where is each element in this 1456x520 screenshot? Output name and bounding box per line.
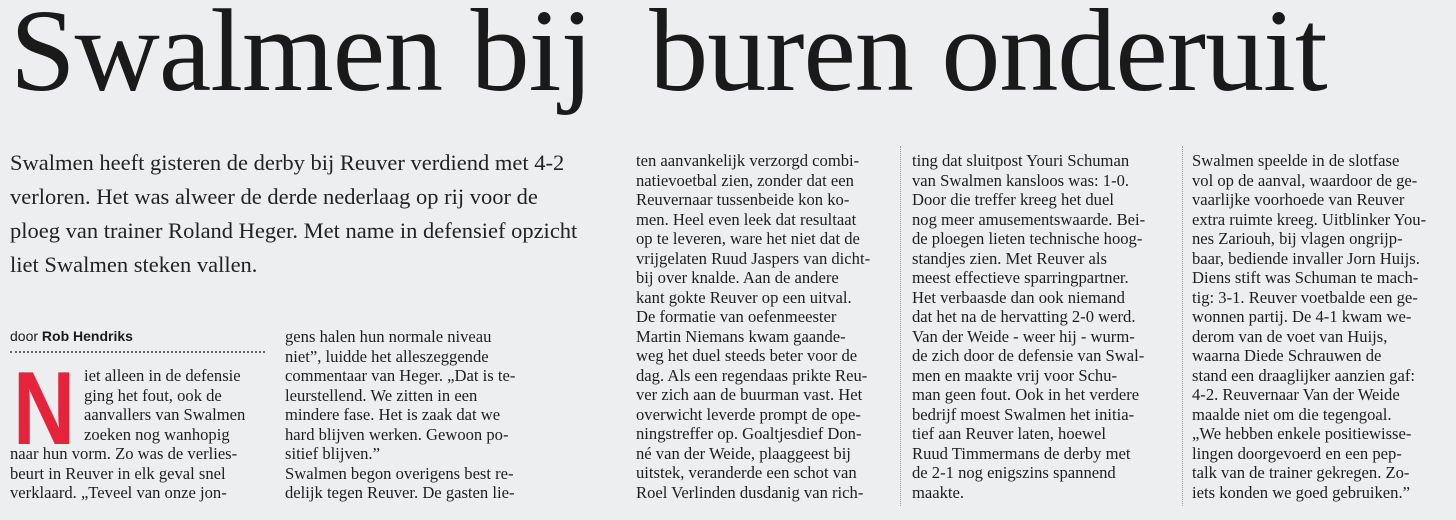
column-1-bottom: naar hun vorm. Zo was de verlies- beurt in Reuver in elk geval snel verklaard. „Teveel van onze jon- xyxy=(10,444,238,502)
column-divider xyxy=(900,146,901,506)
intro-paragraph: Swalmen heeft gisteren de derby bij Reuver verdiend met 4-2 verloren. Het was alweer de derde nederlaag op rij voor de ploeg van trainer Roland Heger. Met name in defensief opzicht liet Swalmen steken vallen. xyxy=(10,150,578,277)
column-2: gens halen hun normale niveau niet”, luidde het alleszeggende commentaar van Heger. „Dat is te- leurstellend. We zitten in een mindere fase. Het is zaak dat we hard blijven werken. Gewoon po- sitief blijven.” Swalmen begon overigens best re- delijk tegen Reuver. De gasten lie- xyxy=(285,327,516,502)
column-1-top: iet alleen in de defensie ging het fout, ook de aanvallers van Swalmen zoeken nog wanhopig xyxy=(84,366,246,444)
headline-part-1: Swalmen bij xyxy=(10,0,593,116)
byline-author: Rob Hendriks xyxy=(41,328,133,344)
drop-cap-letter: N xyxy=(13,367,75,447)
column-5: Swalmen speelde in de slotfase vol op de aanval, waardoor de ge- vaarlijke voorhoede van Reuver extra ruimte kreeg. Uitblinker You- nes Zariouh, bij vlagen ongrijp- baar, bediende invaller Jorn Huijs. Diens stift was Schuman te mach- tig: 3-1. Reuver voetbalde een ge- wonnen partij. De 4-1 kwam we- derom van de voet van Huijs, waarna Diede Schrauwen de stand een draaglijker aanzien gaf: 4-2. Reuvernaar Van der Weide maalde niet om die tegengoal. „We hebben enkele positiewisse- lingen doorgevoerd en een pep- talk van de trainer gekregen. Zo- iets konden we goed gebruiken.” xyxy=(1192,151,1427,502)
byline xyxy=(10,327,265,353)
headline-part-2: buren onderuit xyxy=(649,0,1327,116)
byline-prefix: door xyxy=(10,328,39,344)
column-3: ten aanvankelijk verzorgd combi- natievoetbal zien, zonder dat een Reuvernaar tussenbeide kon ko- men. Heel even leek dat resultaat op te leveren, ware het niet dat de vrijgelaten Ruud Jaspers van dicht- bij over knalde. Aan de andere kant gokte Reuver op een uitval. De formatie van oefenmeester Martin Niemans kwam gaande- weg het duel steeds beter voor de dag. Als een regendaas prikte Reu- ver zich aan de buurman vast. Het overwicht leverde prompt de ope- ningstreffer op. Goaltjesdief Don- né van der Weide, plaaggeest bij uitstek, veranderde een schot van Roel Verlinden dusdanig van rich- xyxy=(636,151,871,502)
column-4: ting dat sluitpost Youri Schuman van Swalmen kansloos was: 1-0. Door die treffer kreeg het duel nog meer amusementswaarde. Bei- de ploegen lieten technische hoog- standjes zien. Met Reuver als meest effectieve sparringpartner. Het verbaasde dan ook niemand dat het na de hervatting 2-0 werd. Van der Weide - weer hij - wurm- de zich door de defensie van Swal- men en maakte vrij voor Schu- man geen fout. Ook in het verdere bedrijf moest Swalmen het initia- tief aan Reuver laten, hoewel Ruud Timmermans de derby met de 2-1 nog enigszins spannend maakte. xyxy=(912,151,1146,502)
headline xyxy=(10,0,1327,116)
column-divider xyxy=(1182,146,1183,506)
drop-cap xyxy=(10,367,78,447)
